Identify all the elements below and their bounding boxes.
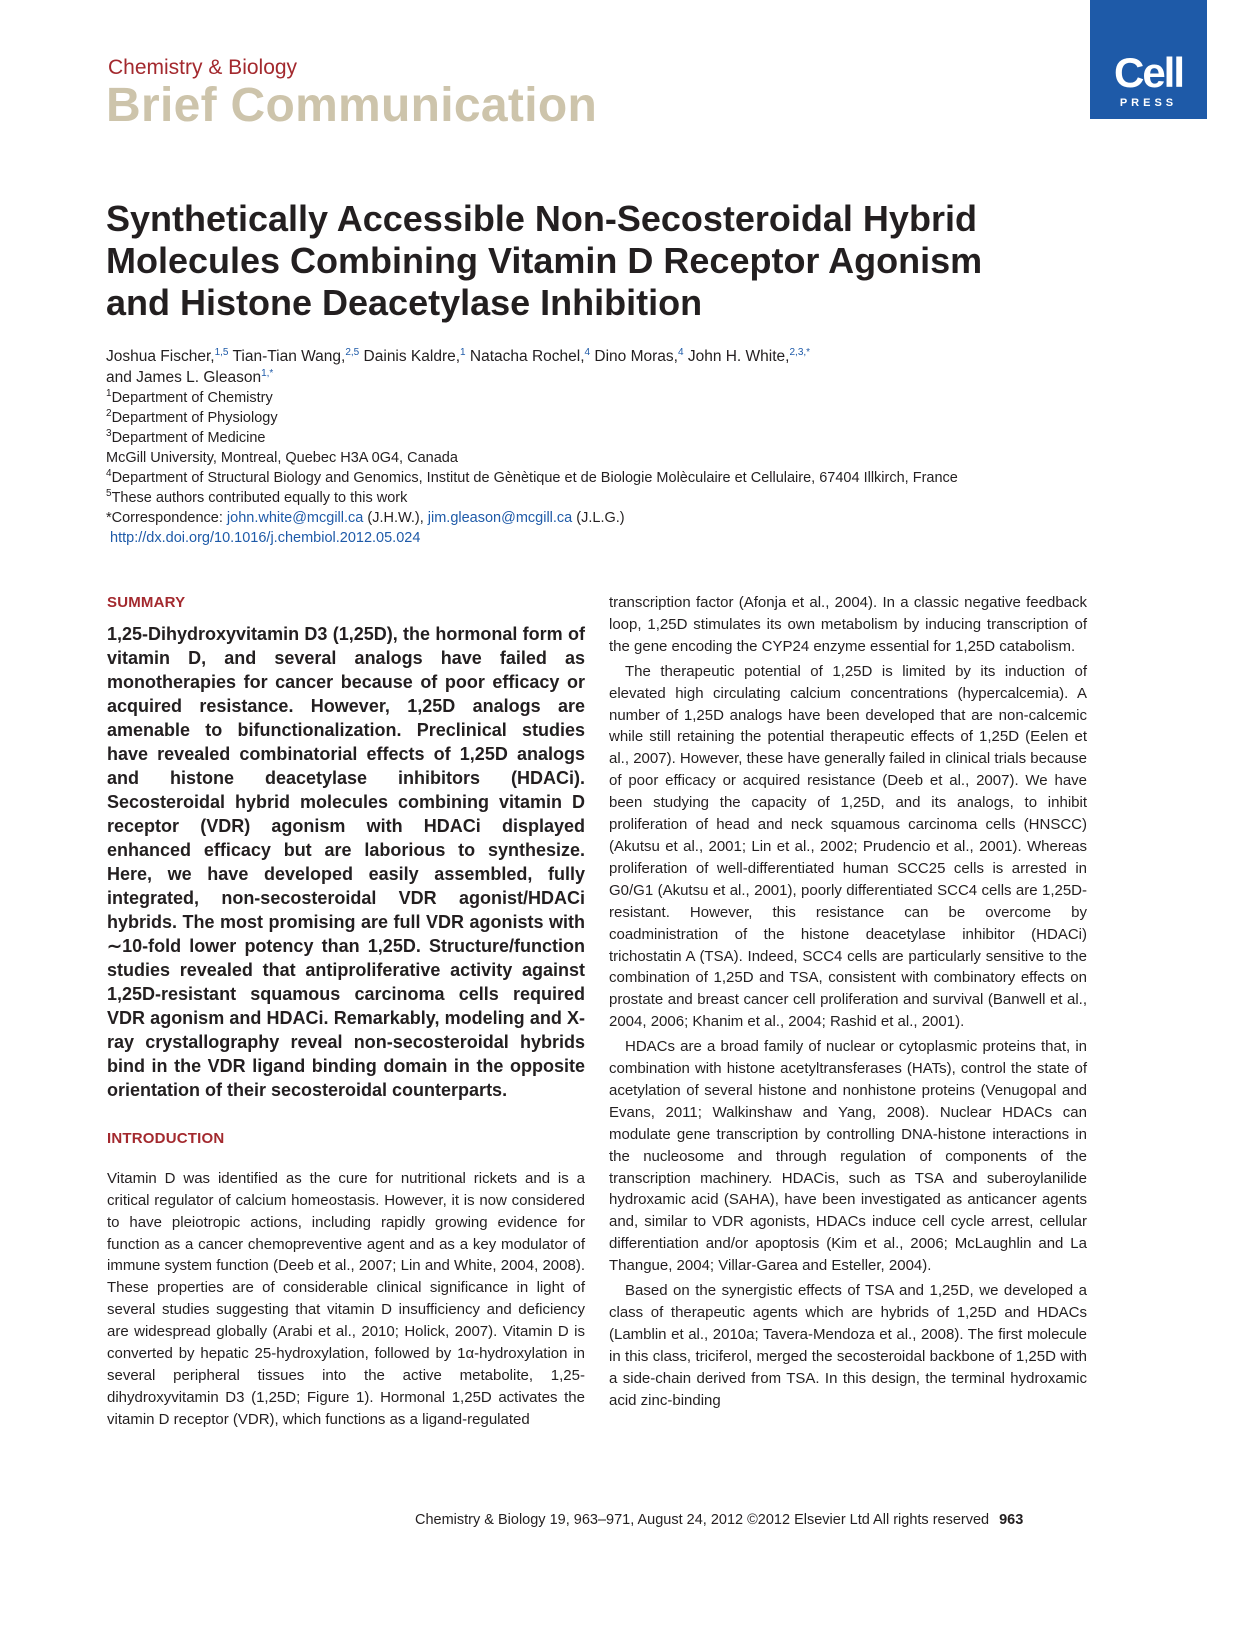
correspondence-initials: (J.H.W.), [363, 510, 428, 526]
affiliation: Department of Structural Biology and Genomics, Institut de Gènètique et de Biologie Molèculaire et Cellulaire, 67404 Illkirch, France [111, 470, 958, 486]
university-address: McGill University, Montreal, Quebec H3A 0G4, Canada [106, 450, 458, 466]
author: Dainis Kaldre, [359, 348, 461, 365]
author: Natacha Rochel, [465, 348, 585, 365]
email-link[interactable]: jim.gleason@mcgill.ca [427, 510, 573, 526]
intro-paragraph: Based on the synergistic effects of TSA and 1,25D, we developed a class of therapeutic agents which are hybrids of 1,25D and HDACs (Lamblin et al., 2010a; Tavera-Mendoza et al., 2008). The first molecule in this class, triciferol, merged the secosteroidal backbone of 1,25D with a side-chain derived from TSA. In this design, the terminal hydroxamic acid zinc-binding [609, 1282, 1087, 1409]
affiliations [106, 388, 1156, 548]
author-affiliation-ref[interactable]: 2,3,* [789, 346, 811, 358]
intro-paragraph: HDACs are a broad family of nuclear or cytoplasmic proteins that, in combination with histone acetyltransferases (HATs), control the state of acetylation of several histone and nonhistone proteins (Venugopal and Evans, 2011; Walkinshaw and Yang, 2008). Nuclear HDACs can modulate gene transcription by controlling DNA-histone interactions in the nucleosome and through regulation of components of the transcription machinery. HDACis, such as TSA and suberoylanilide hydroxamic acid (SAHA), have been investigated as anticancer agents and, similar to VDR agonists, HDACs induce cell cycle arrest, cellular differentiation and/or apoptosis (Kim et al., 2006; McLaughlin and La Thangue, 2004; Villar-Garea and Esteller, 2004). [609, 1038, 1087, 1275]
title-line: Molecules Combining Vitamin D Receptor Agonism [106, 240, 983, 281]
summary-heading: SUMMARY [107, 594, 186, 611]
footer-citation: Chemistry & Biology 19, 963–971, August 24, 2012 ©2012 Elsevier Ltd All rights reserved [415, 1512, 990, 1528]
intro-paragraph: Vitamin D was identified as the cure for nutritional rickets and is a critical regulator of calcium homeostasis. However, it is now considered to have pleiotropic actions, including rapidly growing evidence for function as a cancer chemopreventive agent and as a key modulator of immune system function (Deeb et al., 2007; Lin and White, 2004, 2008). These properties are of considerable clinical significance in light of several studies suggesting that vitamin D insufficiency and deficiency are widespread globally (Arabi et al., 2010; Holick, 2007). Vitamin D is converted by hepatic 25-hydroxylation, followed by 1α-hydroxylation in several peripheral tissues into the active metabolite, 1,25-dihydroxyvitamin D3 (1,25D; Figure 1). Hormonal 1,25D activates the vitamin D receptor (VDR), which functions as a ligand-regulated [107, 1169, 585, 1428]
affiliation-number: 3 [106, 428, 112, 440]
affiliation-number: 1 [106, 388, 112, 400]
cell-press-logo [1090, 0, 1207, 119]
author: John H. White, [683, 348, 790, 365]
intro-paragraph-continued: transcription factor (Afonja et al., 2004). In a classic negative feedback loop, 1,25D stimulates its own metabolism by inducing transcription of the gene encoding the CYP24 enzyme essential for 1,25D catabolism. [609, 594, 1087, 655]
logo-sub-text: PRESS [1119, 97, 1178, 109]
author-affiliation-ref[interactable]: 1,5 [214, 346, 229, 358]
author: Tian-Tian Wang, [228, 348, 346, 365]
logo-main-text: Cell [1113, 49, 1184, 96]
journal-name: Chemistry & Biology [108, 56, 298, 79]
summary-text: 1,25-Dihydroxyvitamin D3 (1,25D), the hormonal form of vitamin D, and several analogs have failed as monotherapies for cancer because of poor efficacy or acquired resistance. However, 1,25D analogs are amenable to bifunctionalization. Preclinical studies have revealed combinatorial effects of 1,25D analogs and histone deacetylase inhibitors (HDACi). Secosteroidal hybrid molecules combining vitamin D receptor (VDR) agonism with HDACi displayed enhanced efficacy but are laborious to synthesize. Here, we have developed easily assembled, fully integrated, non-secosteroidal VDR agonist/HDACi hybrids. The most promising are full VDR agonists with ∼10-fold lower potency than 1,25D. Structure/function studies revealed that antiproliferative activity against 1,25D-resistant squamous carcinoma cells required VDR agonism and HDACi. Remarkably, modeling and X-ray crystallography reveal non-secosteroidal hybrids bind in the VDR ligand binding domain in the opposite orientation of their secosteroidal counterparts. [107, 623, 585, 1100]
author-affiliation-ref[interactable]: 2,5 [345, 346, 360, 358]
affiliation-number: 4 [106, 468, 112, 480]
doi-link[interactable]: http://dx.doi.org/10.1016/j.chembiol.2012.05.024 [110, 530, 421, 546]
author-affiliation-ref[interactable]: 1 [460, 346, 466, 358]
author-affiliation-ref[interactable]: 4 [584, 346, 591, 358]
correspondence [106, 508, 1156, 528]
article-title [106, 198, 1106, 324]
left-column [107, 592, 585, 1431]
author-affiliation-ref[interactable]: 1,* [261, 367, 274, 379]
author: Joshua Fischer, [106, 348, 215, 365]
correspondence-label: *Correspondence: [106, 510, 227, 526]
correspondence-initials: (J.L.G.) [572, 510, 625, 526]
introduction-heading: INTRODUCTION [107, 1129, 225, 1147]
title-line: Synthetically Accessible Non-Secosteroidal Hybrid [106, 198, 977, 239]
author: Dino Moras, [590, 348, 678, 365]
author-affiliation-ref[interactable]: 4 [677, 346, 684, 358]
author-list [106, 346, 1106, 388]
affiliation: Department of Chemistry [111, 390, 273, 406]
intro-paragraph: The therapeutic potential of 1,25D is limited by its induction of elevated high circulating calcium concentrations (hypercalcemia). A number of 1,25D analogs have been developed that are non-calcemic while still retaining the potential therapeutic effects of 1,25D (Eelen et al., 2007). However, these have generally failed in clinical trials because of poor efficacy or acquired resistance (Deeb et al., 2007). We have been studying the capacity of 1,25D, and its analogs, to inhibit proliferation of head and neck squamous carcinoma cells (HNSCC) (Akutsu et al., 2001; Lin et al., 2002; Prudencio et al., 2001). Whereas proliferation of well-differentiated human SCC25 cells is arrested in G0/G1 (Akutsu et al., 2001), poorly differentiated SCC4 cells are 1,25D-resistant. However, this resistance can be overcome by coadministration of the histone deacetylase inhibitor (HDACi) trichostatin A (TSA). Indeed, SCC4 cells are particularly sensitive to the combination of 1,25D and TSA, consistent with combinatory effects on prostate and breast cancer cell proliferation and survival (Banwell et al., 2004, 2006; Khanim et al., 2004; Rashid et al., 2001). [609, 662, 1087, 1031]
affiliation: Department of Physiology [111, 410, 278, 426]
affiliation-number: 5 [106, 488, 112, 500]
title-line: and Histone Deacetylase Inhibition [106, 282, 703, 323]
section-type-label: Brief Communication [106, 79, 598, 132]
email-link[interactable]: john.white@mcgill.ca [226, 510, 364, 526]
page-footer [415, 1512, 1023, 1528]
affiliation-number: 2 [106, 408, 112, 420]
page-number: 963 [999, 1512, 1024, 1528]
affiliation: Department of Medicine [111, 430, 266, 446]
affiliation: These authors contributed equally to this work [111, 490, 408, 506]
author: and James L. Gleason [106, 369, 262, 386]
right-column [609, 592, 1087, 1412]
